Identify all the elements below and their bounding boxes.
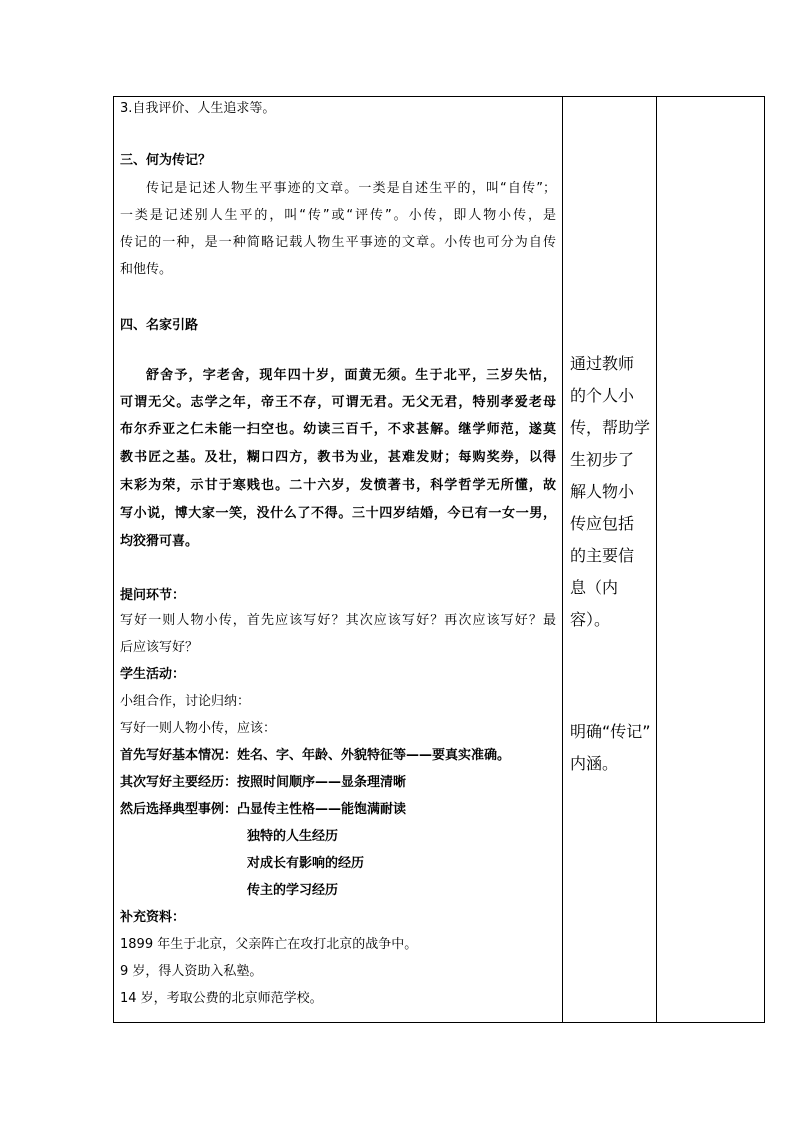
text-line: 传记的一种，是一种简略记载人物生平事迹的文章。小传也可分为自传 [120,235,556,250]
note-line: 的个人小 [570,386,635,405]
note-line: 明确“传记” [570,722,651,741]
text-line: 后应该写好？ [120,640,199,655]
text-line: 一类是记述别人生平的，叫“传”或“评传”。小传，即人物小传，是 [120,208,556,223]
text-line: 3.自我评价、人生追求等。 [120,101,276,116]
quote-line: 可谓无父。志学之年，帝王不存，可谓无君。无父无君，特别孝爱老母 [120,395,556,410]
text-line: 传记是记述人物生平事迹的文章。一类是自述生平的，叫“自传”； [146,181,556,196]
text-line: 传主的学习经历 [247,883,339,898]
text-line: 然后选择典型事例：凸显传主性格——能饱满耐读 [120,802,407,817]
label: 补充资料： [120,910,186,925]
text-line: 独特的人生经历 [247,829,339,844]
quote-line: 均狡猾可喜。 [120,534,199,549]
text-line: 写好一则人物小传，首先应该写好？其次应该写好？再次应该写好？最 [120,613,556,628]
quote-line: 布尔乔亚之仁未能一扫空也。幼读三百千，不求甚解。继学师范，遂莫 [120,422,556,437]
label: 学生活动： [120,667,186,682]
label: 提问环节： [120,588,186,603]
lesson-table [113,96,765,1023]
note-line: 内涵。 [570,754,619,773]
note-line: 传应包括 [570,514,635,533]
text-line: 写好一则人物小传，应该： [120,721,277,736]
note-line: 传，帮助学 [570,418,651,437]
note-line: 容）。 [570,610,611,629]
text-line: 首先写好基本情况：姓名、字、年龄、外貌特征等——要真实准确。 [120,748,511,763]
text-line: 小组合作，讨论归纳： [120,694,251,709]
note-line: 解人物小 [570,482,635,501]
section-heading: 三、何为传记？ [120,153,212,168]
quote-line: 写小说，博大家一笑，没什么了不得。三十四岁结婚，今已有一女一男， [120,506,556,521]
quote-line: 末彩为荣，示甘于寒贱也。二十六岁，发愤著书，科学哲学无所懂，故 [120,478,556,493]
text-line: 14 岁，考取公费的北京师范学校。 [120,991,323,1006]
column-divider [562,97,563,1022]
text-line: 1899 年生于北京，父亲阵亡在攻打北京的战争中。 [120,937,418,952]
quote-line: 教书匠之基。及壮，糊口四方，教书为业，甚难发财；每购奖券，以得 [120,450,556,465]
note-line: 生初步了 [570,450,635,469]
note-line: 息（内 [570,578,619,597]
note-line: 的主要信 [570,546,635,565]
text-line: 和他传。 [120,262,173,277]
quote-line: 舒舍予，字老舍，现年四十岁，面黄无须。生于北平，三岁失怙， [146,368,556,383]
text-line: 9 岁，得人资助入私塾。 [120,964,263,979]
text-line: 对成长有影响的经历 [247,856,365,871]
column-divider [656,97,657,1022]
text-line: 其次写好主要经历：按照时间顺序——显条理清晰 [120,775,407,790]
note-line: 通过教师 [570,354,635,373]
section-heading: 四、名家引路 [120,318,199,333]
